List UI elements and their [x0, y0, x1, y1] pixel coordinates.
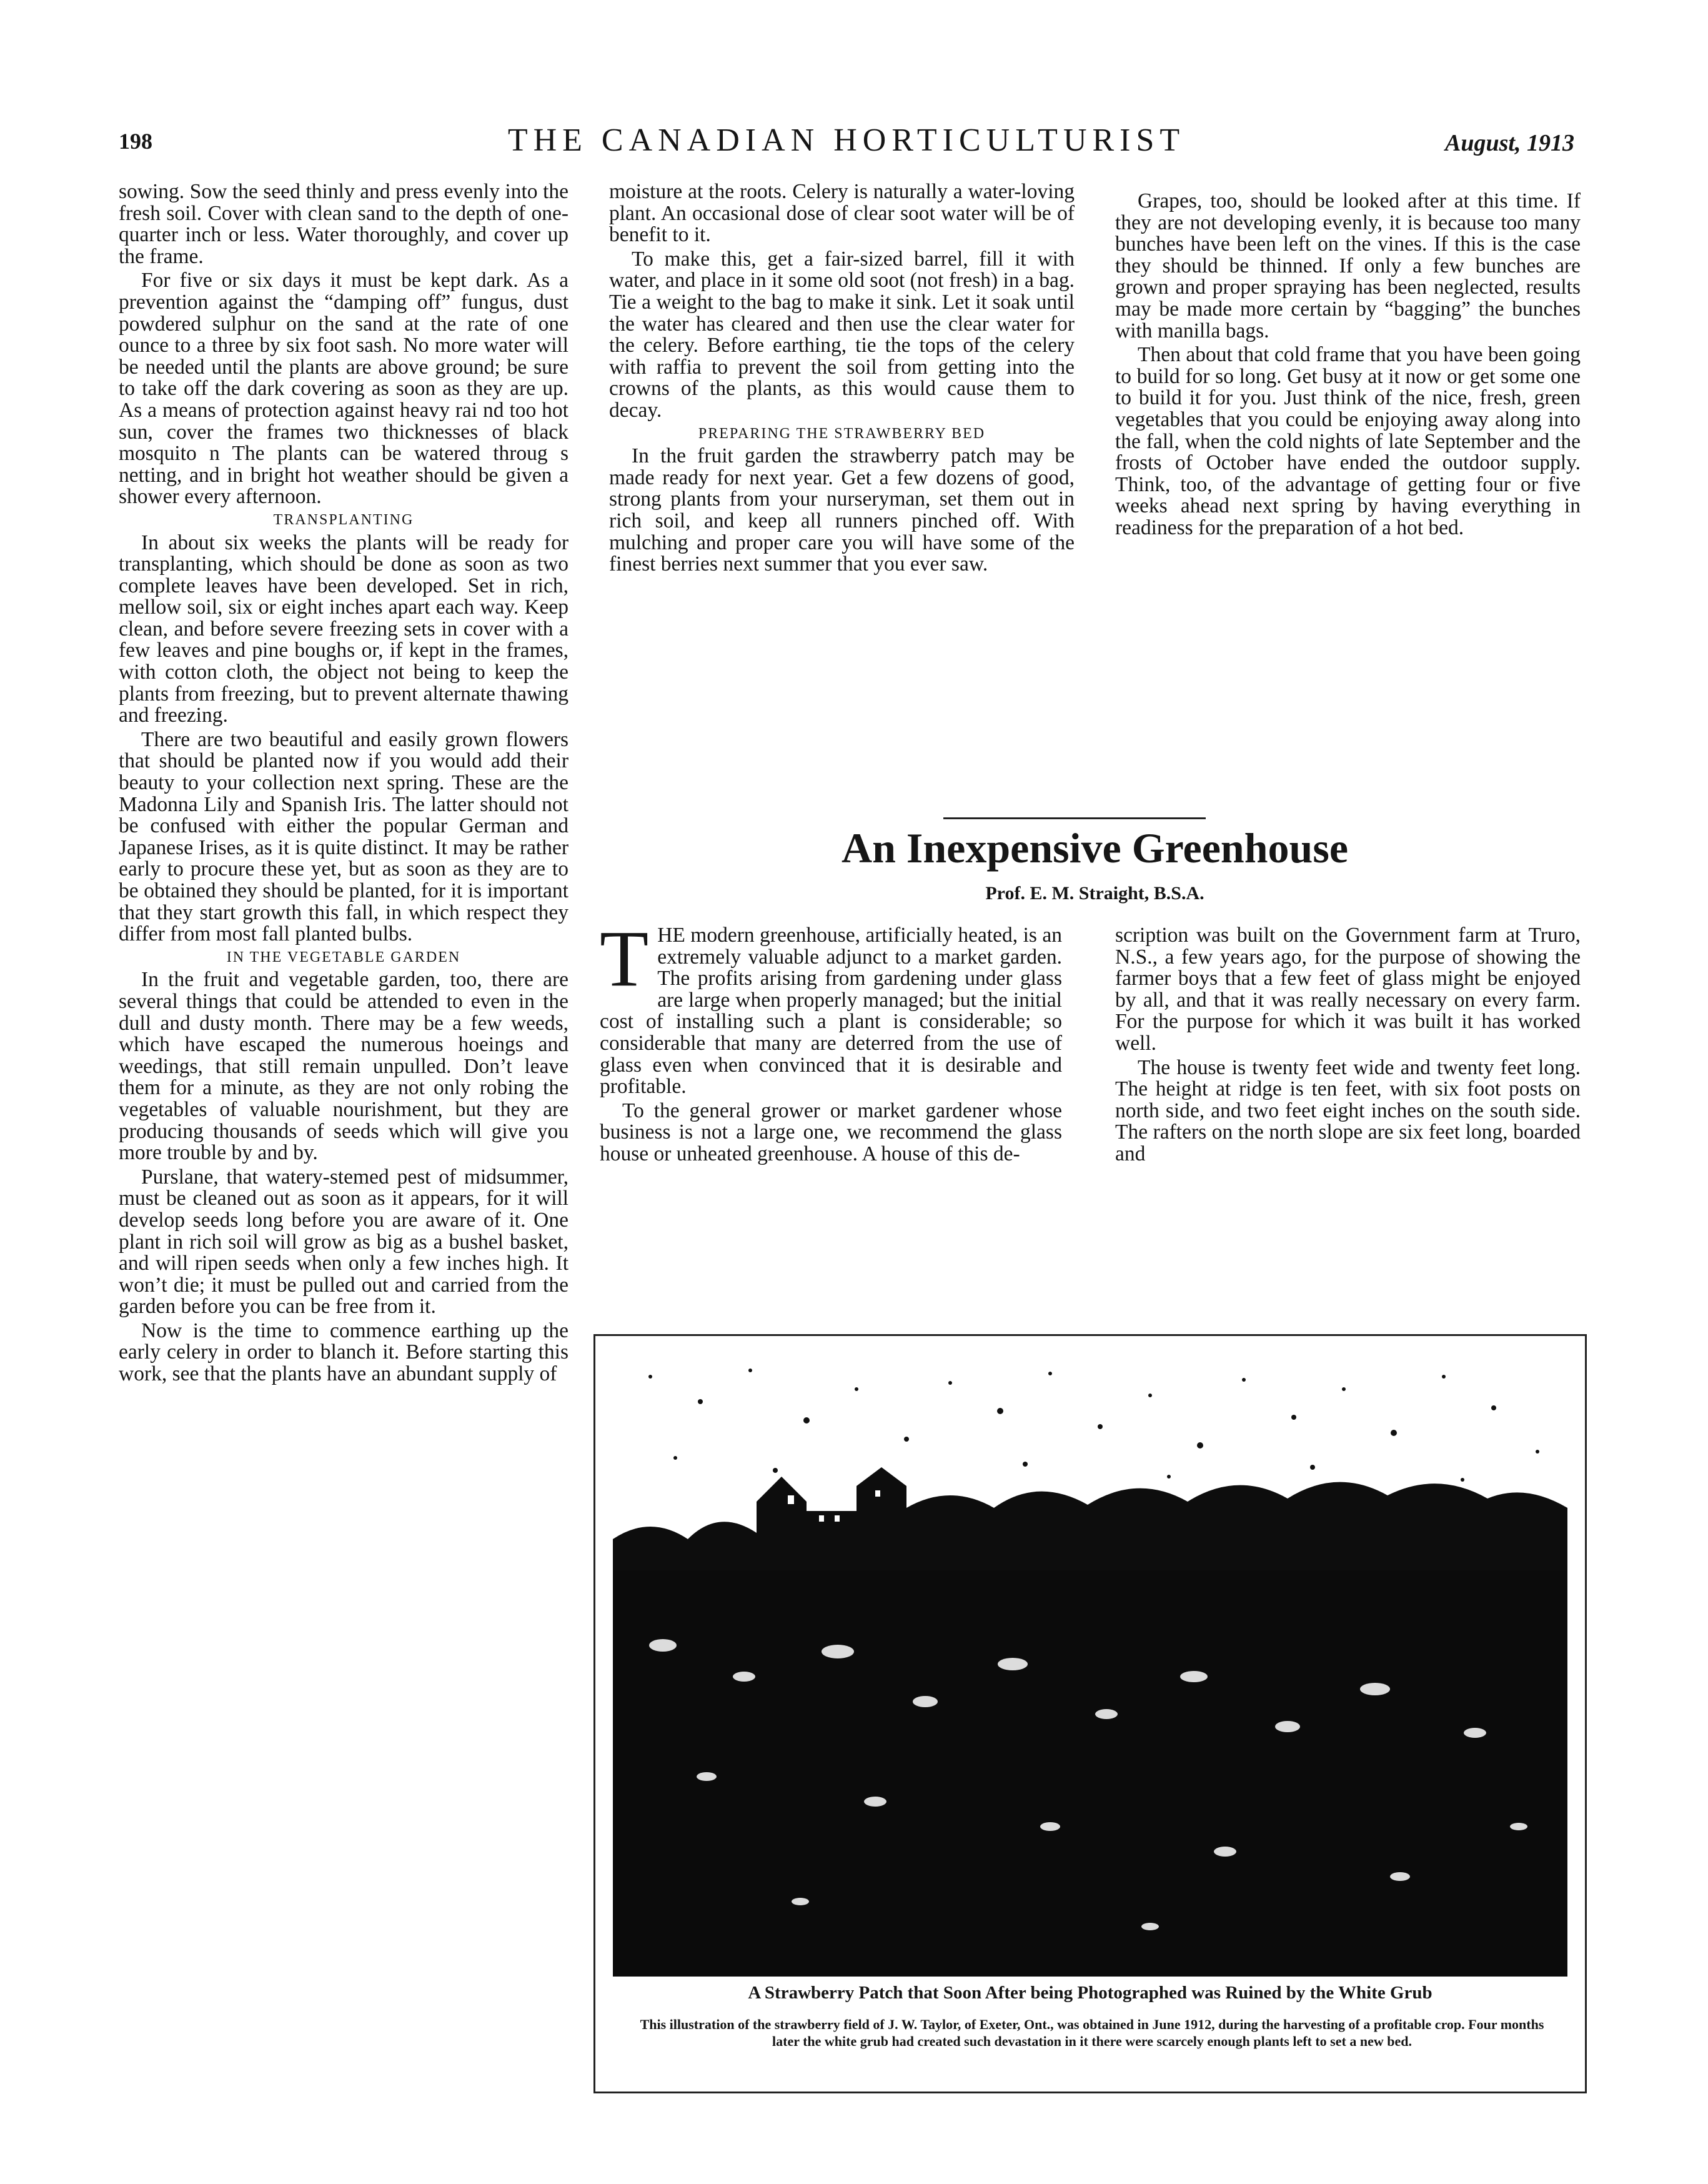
paragraph: There are two beautiful and easily grown flowers that should be planted now if you would add their beauty to your collection next spring. These are the Madonna Lily and Spanish Iris. The latter should not be confused with either the popular German and Japanese Irises, as it is quite distinct. It may be rather early to procure these yet, but as soon as they are to be obtained they should be planted, for it is important that they start growth this fall, in which respect they differ from most fall planted bulbs.	[119, 727, 569, 946]
section-heading-transplanting: TRANSPLANTING	[273, 511, 414, 528]
paragraph: To make this, get a fair-sized barrel, fill it with water, and place in it some old soot (not fresh) in a bag. Tie a weight to the bag to make it sink. Let it soak until the water has cleared and then use the clear water for the celery. Before earthing, tie the tops of the celery with raffia to prevent the soil from getting into the crowns of the plants, as this would cause them to decay.	[609, 247, 1075, 422]
drop-cap: T	[600, 914, 649, 1003]
page-header	[119, 122, 1574, 172]
paragraph: sowing. Sow the seed thinly and press evenly into the fresh soil. Cover with clean sand to the depth of one-quarter inch or less. Water thoroughly, and cover up the frame.	[119, 180, 569, 268]
strawberry-patch-photo	[613, 1352, 1567, 1977]
paragraph: Then about that cold frame that you have been going to build for so long. Get busy at it now or get some one to build it for you. Just think of the nice, fresh, green vegetables that you could be enjoying away along into the fall, when the cold nights of late September and the frosts of October have ended the outdoor supply. Think, too, of the advantage of getting four or five weeks ahead next spring by having everything in readiness for the preparation of a hot bed.	[1115, 343, 1581, 539]
article-byline: Prof. E. M. Straight, B.S.A.	[985, 883, 1204, 904]
paragraph: Grapes, too, should be looked after at this time. If they are not developing evenly, it is because too many bunches have been left on the vines. If this is the case they should be thinned. If only a few bunches are grown and proper spraying has been neglected, results may be made more certain by “bagging” the bunches with manilla bags.	[1115, 189, 1581, 342]
section-heading-vegetable-garden: IN THE VEGETABLE GARDEN	[226, 949, 461, 965]
article-divider	[943, 817, 1206, 819]
section-heading-strawberry-bed: PREPARING THE STRAWBERRY BED	[698, 425, 986, 442]
figure-caption: A Strawberry Patch that Soon After being Photographed was Ruined by the White Grub	[748, 1983, 1432, 2003]
column-middle	[609, 181, 1075, 806]
issue-date: August, 1913	[1445, 130, 1574, 156]
paragraph: Now is the time to commence earthing up the early celery in order to blanch it. Before starting this work, see that the plants have an abundant supply of	[119, 1319, 569, 1386]
column-right	[1115, 191, 1581, 815]
paragraph: In about six weeks the plants will be ready for transplanting, which should be done as soon as two complete leaves have been developed. Set in rich, mellow soil, six or eight inches apart each way. Keep clean, and before severe freezing sets in cover with a few leaves and pine boughs or, if kept in the frames, with cotton cloth, the object not being to keep the plants from freezing, but to prevent alternate thawing and freezing.	[119, 531, 569, 727]
paragraph: moisture at the roots. Celery is naturally a water-loving plant. An occasional dose of clear soot water will be of benefit to it.	[609, 180, 1075, 247]
paragraph: To the general grower or market gardener whose business is not a large one, we recommend the glass house or unheated greenhouse. A house of this de-	[600, 1099, 1062, 1165]
article-column-left	[600, 914, 1062, 1325]
paragraph: The house is twenty feet wide and twenty feet long. The height at ridge is ten feet, with six foot posts on north side, and two feet eight inches on the south side. The rafters on the north slope are six feet long, boarded and	[1115, 1055, 1581, 1165]
figure-description: This illustration of the strawberry field of J. W. Taylor, of Exeter, Ont., was obtained in June 1912, during the harvesting of a profitable crop. Four months later the white grub had created such devastation in it there were scarcely enough plants left to set a new bed.	[640, 2017, 1544, 2049]
paragraph: scription was built on the Government farm at Truro, N.S., a few years ago, for the purpose of showing the farmer boys that a few feet of glass might be enjoyed by all, and that it was really necessary on every farm. For the purpose for which it was built it has worked well.	[1115, 924, 1581, 1055]
paragraph-text: HE modern greenhouse, artificially heated, is an extremely valuable adjunct to a market garden. The profits arising from gardening under glass are large when properly managed; but the initial cost of installing such a plant is considerable; so considerable that many are deterred from the use of glass even when convinced that it is desirable and profitable.	[600, 924, 1062, 1099]
paragraph: In the fruit and vegetable garden, too, there are several things that could be attended to even in the dull and dusty month. There may be a few weeds, which have escaped the numerous hoeings and weedings, that still remain unpulled. Don’t leave them for a minute, as they are not only robing the vegetables of valuable nourishment, but they are producing thousands of seeds which will give you more trouble by and by.	[119, 968, 569, 1165]
paragraph	[600, 914, 1062, 1099]
figure	[593, 1334, 1587, 2093]
masthead: THE CANADIAN HORTICULTURIST	[507, 122, 1186, 158]
paragraph: In the fruit garden the strawberry patch may be made ready for next year. Get a few dozens of good, strong plants from your nurseryman, set them out in rich soil, and keep all runners pinched off. With mulching and proper care you will have some of the finest berries next summer that you ever saw.	[609, 444, 1075, 576]
paragraph: For five or six days it must be kept dark. As a prevention against the “damping off” fungus, dust powdered sulphur on the sand at the rate of one ounce to a three by six foot sash. No more water will be needed until the plants are above ground; be sure to take off the dark covering as soon as they are up. As a means of protection against heavy rai nd too hot sun, cover the frames two thicknesses of black mosquito n The plants can be watered throug s netting, and in bright hot weather should be given a shower every afternoon.	[119, 269, 569, 509]
article-column-right	[1115, 925, 1581, 1325]
page-number: 198	[119, 129, 152, 154]
article-title: An Inexpensive Greenhouse	[841, 824, 1349, 872]
column-left	[119, 181, 569, 2150]
paragraph: Purslane, that watery-stemed pest of midsummer, must be cleaned out as soon as it appears, for it will develop seeds long before you are aware of it. One plant in rich soil will grow as big as a bushel basket, and will ripen seeds when only a few inches high. It won’t die; it must be pulled out and carried from the garden before you can be free from it.	[119, 1165, 569, 1319]
